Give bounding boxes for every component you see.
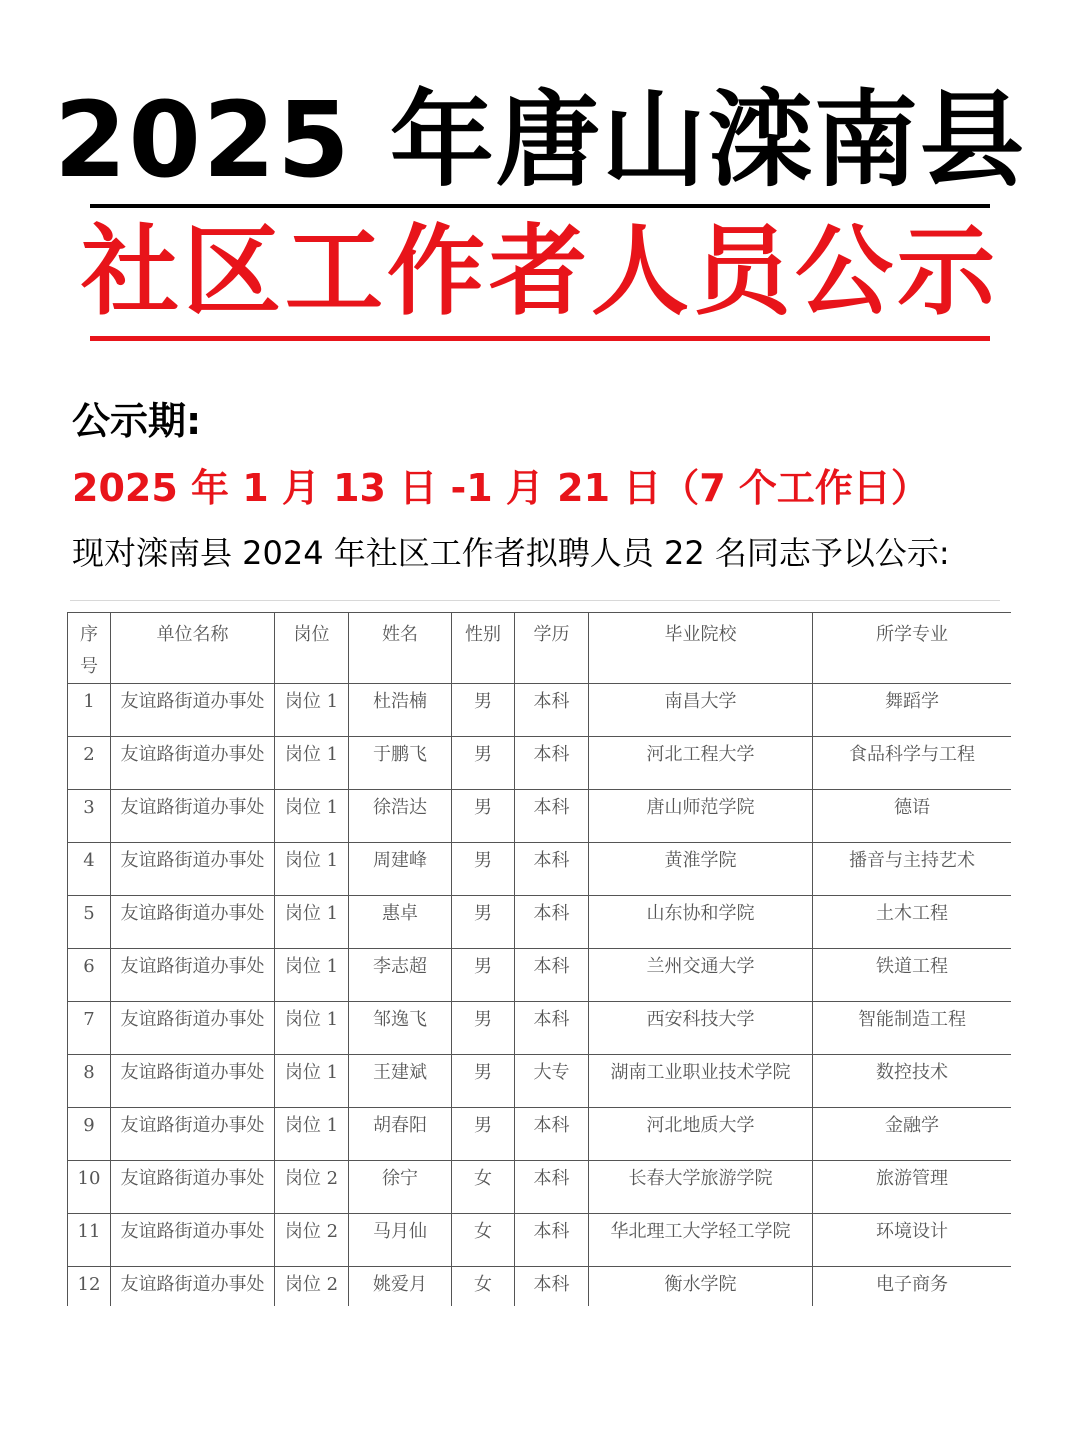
column-header-name: 姓名 (349, 613, 452, 684)
page-subtitle: 社区工作者人员公示 (80, 215, 999, 329)
education-cell: 本科 (515, 1002, 589, 1055)
post-cell: 岗位 2 (275, 1161, 349, 1214)
intro-text: 现对滦南县 2024 年社区工作者拟聘人员 22 名同志予以公示: (72, 534, 950, 572)
school-cell: 南昌大学 (589, 684, 813, 737)
post-cell: 岗位 1 (275, 790, 349, 843)
post-cell: 岗位 2 (275, 1214, 349, 1267)
table-row (68, 737, 1012, 790)
gender-cell: 女 (452, 1214, 515, 1267)
school-cell: 衡水学院 (589, 1267, 813, 1307)
unit-cell: 友谊路街道办事处 (111, 684, 275, 737)
gender-cell: 女 (452, 1161, 515, 1214)
school-cell: 湖南工业职业技术学院 (589, 1055, 813, 1108)
unit-cell: 友谊路街道办事处 (111, 1161, 275, 1214)
name-cell: 李志超 (349, 949, 452, 1002)
name-cell: 惠卓 (349, 896, 452, 949)
seq-cell: 12 (68, 1267, 111, 1307)
unit-cell: 友谊路街道办事处 (111, 1267, 275, 1307)
major-cell: 舞蹈学 (813, 684, 1012, 737)
major-cell: 土木工程 (813, 896, 1012, 949)
name-cell: 胡春阳 (349, 1108, 452, 1161)
table-row (68, 790, 1012, 843)
major-cell: 智能制造工程 (813, 1002, 1012, 1055)
unit-cell: 友谊路街道办事处 (111, 896, 275, 949)
school-cell: 黄淮学院 (589, 843, 813, 896)
school-cell: 河北工程大学 (589, 737, 813, 790)
post-cell: 岗位 2 (275, 1267, 349, 1307)
roster-table-body (68, 684, 1012, 1307)
major-cell: 播音与主持艺术 (813, 843, 1012, 896)
name-cell: 姚爱月 (349, 1267, 452, 1307)
unit-cell: 友谊路街道办事处 (111, 1108, 275, 1161)
page-title: 2025 年唐山滦南县 (54, 79, 1026, 201)
column-header-gender: 性别 (452, 613, 515, 684)
gender-cell: 男 (452, 790, 515, 843)
school-cell: 兰州交通大学 (589, 949, 813, 1002)
major-cell: 数控技术 (813, 1055, 1012, 1108)
seq-cell: 1 (68, 684, 111, 737)
roster-table (67, 612, 1011, 1306)
major-cell: 环境设计 (813, 1214, 1012, 1267)
name-cell: 王建斌 (349, 1055, 452, 1108)
seq-cell: 5 (68, 896, 111, 949)
post-cell: 岗位 1 (275, 896, 349, 949)
name-cell: 邹逸飞 (349, 1002, 452, 1055)
gender-cell: 男 (452, 1055, 515, 1108)
seq-cell: 4 (68, 843, 111, 896)
education-cell: 本科 (515, 684, 589, 737)
table-row (68, 896, 1012, 949)
seq-cell: 11 (68, 1214, 111, 1267)
title-divider-red (90, 336, 990, 341)
education-cell: 本科 (515, 790, 589, 843)
column-header-education: 学历 (515, 613, 589, 684)
seq-cell: 3 (68, 790, 111, 843)
gender-cell: 男 (452, 843, 515, 896)
unit-cell: 友谊路街道办事处 (111, 1055, 275, 1108)
name-cell: 马月仙 (349, 1214, 452, 1267)
post-cell: 岗位 1 (275, 684, 349, 737)
seq-cell: 10 (68, 1161, 111, 1214)
name-cell: 杜浩楠 (349, 684, 452, 737)
education-cell: 大专 (515, 1055, 589, 1108)
table-row (68, 1267, 1012, 1307)
education-cell: 本科 (515, 949, 589, 1002)
title-divider-black (90, 204, 990, 208)
major-cell: 金融学 (813, 1108, 1012, 1161)
major-cell: 德语 (813, 790, 1012, 843)
post-cell: 岗位 1 (275, 843, 349, 896)
seq-cell: 2 (68, 737, 111, 790)
table-row (68, 949, 1012, 1002)
gender-cell: 男 (452, 949, 515, 1002)
school-cell: 长春大学旅游学院 (589, 1161, 813, 1214)
gender-cell: 男 (452, 737, 515, 790)
unit-cell: 友谊路街道办事处 (111, 790, 275, 843)
education-cell: 本科 (515, 1161, 589, 1214)
gender-cell: 女 (452, 1267, 515, 1307)
unit-cell: 友谊路街道办事处 (111, 737, 275, 790)
gender-cell: 男 (452, 1108, 515, 1161)
post-cell: 岗位 1 (275, 1002, 349, 1055)
column-header-post: 岗位 (275, 613, 349, 684)
education-cell: 本科 (515, 737, 589, 790)
seq-cell: 7 (68, 1002, 111, 1055)
column-header-major: 所学专业 (813, 613, 1012, 684)
gender-cell: 男 (452, 896, 515, 949)
column-header-unit: 单位名称 (111, 613, 275, 684)
school-cell: 西安科技大学 (589, 1002, 813, 1055)
unit-cell: 友谊路街道办事处 (111, 1002, 275, 1055)
major-cell: 旅游管理 (813, 1161, 1012, 1214)
table-row (68, 684, 1012, 737)
school-cell: 河北地质大学 (589, 1108, 813, 1161)
gender-cell: 男 (452, 1002, 515, 1055)
unit-cell: 友谊路街道办事处 (111, 1214, 275, 1267)
table-row (68, 843, 1012, 896)
table-row (68, 1161, 1012, 1214)
major-cell: 电子商务 (813, 1267, 1012, 1307)
column-header-school: 毕业院校 (589, 613, 813, 684)
major-cell: 食品科学与工程 (813, 737, 1012, 790)
education-cell: 本科 (515, 843, 589, 896)
school-cell: 山东协和学院 (589, 896, 813, 949)
unit-cell: 友谊路街道办事处 (111, 843, 275, 896)
seq-cell: 8 (68, 1055, 111, 1108)
post-cell: 岗位 1 (275, 1108, 349, 1161)
education-cell: 本科 (515, 896, 589, 949)
name-cell: 周建峰 (349, 843, 452, 896)
period-label: 公示期: (72, 399, 202, 443)
column-header-seq: 序 号 (68, 613, 111, 684)
period-value: 2025 年 1 月 13 日 -1 月 21 日（7 个工作日） (72, 466, 929, 510)
school-cell: 唐山师范学院 (589, 790, 813, 843)
post-cell: 岗位 1 (275, 949, 349, 1002)
table-row (68, 1108, 1012, 1161)
post-cell: 岗位 1 (275, 1055, 349, 1108)
seq-cell: 6 (68, 949, 111, 1002)
name-cell: 于鹏飞 (349, 737, 452, 790)
school-cell: 华北理工大学轻工学院 (589, 1214, 813, 1267)
education-cell: 本科 (515, 1214, 589, 1267)
post-cell: 岗位 1 (275, 737, 349, 790)
education-cell: 本科 (515, 1108, 589, 1161)
table-row (68, 1214, 1012, 1267)
name-cell: 徐宁 (349, 1161, 452, 1214)
education-cell: 本科 (515, 1267, 589, 1307)
gender-cell: 男 (452, 684, 515, 737)
roster-table-container (67, 612, 1011, 1306)
table-row (68, 1055, 1012, 1108)
unit-cell: 友谊路街道办事处 (111, 949, 275, 1002)
table-header-row (68, 613, 1012, 684)
major-cell: 铁道工程 (813, 949, 1012, 1002)
table-row (68, 1002, 1012, 1055)
seq-cell: 9 (68, 1108, 111, 1161)
document-edge (70, 600, 1000, 601)
name-cell: 徐浩达 (349, 790, 452, 843)
